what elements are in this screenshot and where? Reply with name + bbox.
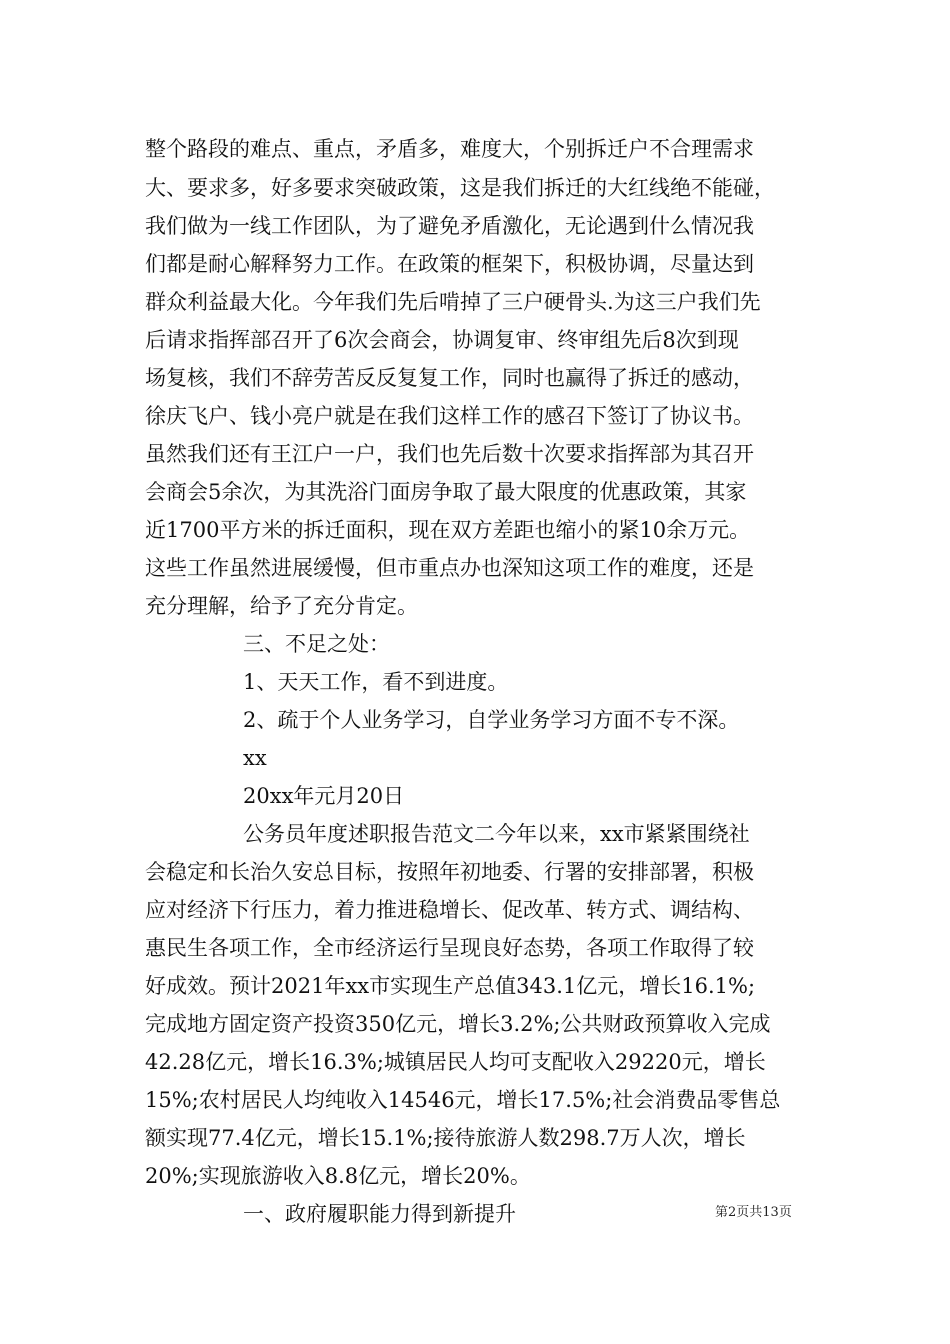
page-number: 第2页共13页 [715,1205,792,1220]
body-line: 惠民生各项工作，全市经济运行呈现良好态势，各项工作取得了较 [145,936,754,960]
body-line: 这些工作虽然进展缓慢，但市重点办也深知这项工作的难度，还是 [145,556,754,580]
body-line: 完成地方固定资产投资350亿元，增长3.2%;公共财政预算收入完成 [145,1012,771,1036]
body-line: 额实现77.4亿元，增长15.1%;接待旅游人数298.7万人次，增长 [145,1126,746,1150]
body-line: 20%;实现旅游收入8.8亿元，增长20%。 [145,1164,531,1188]
body-line: 们都是耐心解释努力工作。在政策的框架下，积极协调，尽量达到 [145,252,754,276]
signature: xx [243,746,267,770]
section-heading-one-visible: 一、政府履职能力得到新提升 [243,1202,516,1226]
body-line: 会稳定和长治久安总目标，按照年初地委、行署的安排部署，积极 [145,860,754,884]
body-line: 近1700平方米的拆迁面积，现在双方差距也缩小的紧10余万元。 [145,518,751,542]
section-heading: 三、不足之处： [243,632,390,656]
body-line: 公务员年度述职报告范文二今年以来，xx市紧紧围绕社 [243,822,750,846]
body-line: 虽然我们还有王江户一户，我们也先后数十次要求指挥部为其召开 [145,442,754,466]
body-line: 42.28亿元，增长16.3%;城镇居民人均可支配收入29220元，增长 [145,1050,766,1074]
body-line: 15%;农村居民人均纯收入14546元，增长17.5%;社会消费品零售总 [145,1088,781,1112]
body-line: 整个路段的难点、重点，矛盾多，难度大，个别拆迁户不合理需求 [145,137,754,161]
list-item: 1、天天工作，看不到进度。 [243,670,509,694]
body-line: 后请求指挥部召开了6次会商会，协调复审、终审组先后8次到现 [145,328,739,352]
body-line: 应对经济下行压力，着力推进稳增长、促改革、转方式、调结构、 [145,898,754,922]
body-line: 充分理解，给予了充分肯定。 [145,594,418,618]
body-line: 场复核，我们不辞劳苦反反复复工作，同时也赢得了拆迁的感动， [145,366,754,390]
list-item: 2、疏于个人业务学习，自学业务学习方面不专不深。 [243,708,740,732]
body-line: 好成效。预计2021年xx市实现生产总值343.1亿元，增长16.1%; [145,974,756,998]
date: 20xx年元月20日 [243,784,405,808]
body-line: 我们做为一线工作团队，为了避免矛盾激化，无论遇到什么情况我 [145,214,754,238]
body-line: 大、要求多，好多要求突破政策，这是我们拆迁的大红线绝不能碰， [145,176,775,200]
body-line: 会商会5余次，为其洗浴门面房争取了最大限度的优惠政策，其家 [145,480,747,504]
body-line: 徐庆飞户、钱小亮户就是在我们这样工作的感召下签订了协议书。 [145,404,754,428]
body-line: 群众利益最大化。今年我们先后啃掉了三户硬骨头.为这三户我们先 [145,290,761,314]
